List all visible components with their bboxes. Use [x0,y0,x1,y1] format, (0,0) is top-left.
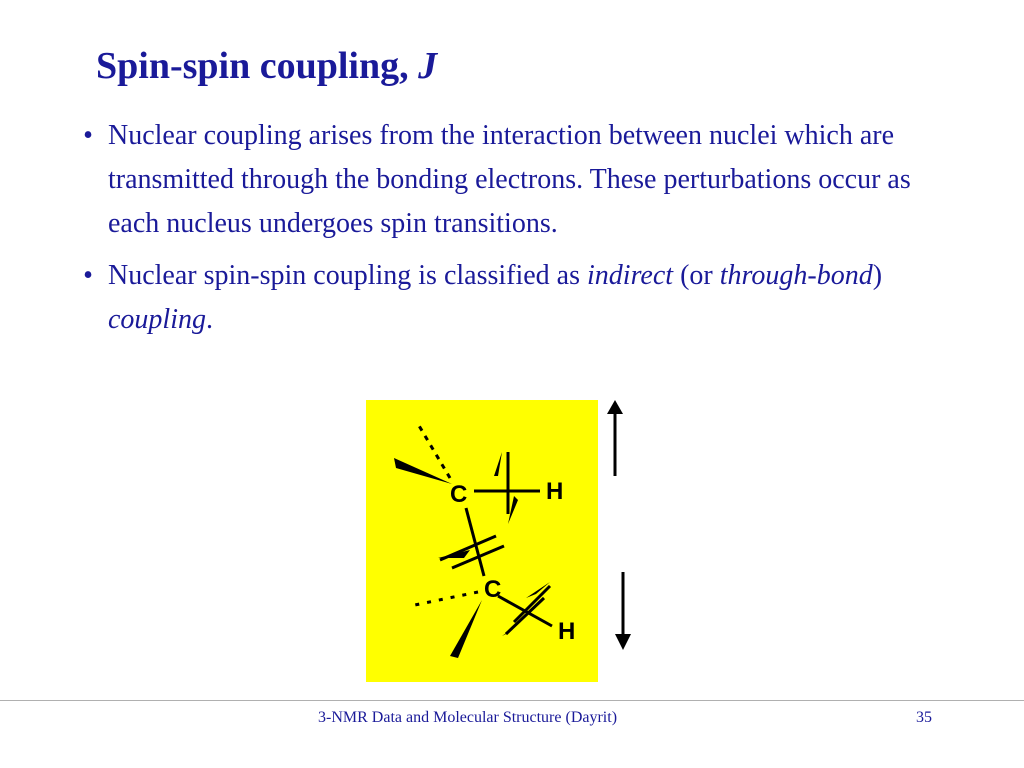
bullet-text-through-bond: through-bond [719,260,873,291]
atom-c2: C [484,576,502,603]
atom-c1: C [450,481,468,508]
bullet-list [78,114,958,350]
bullet-text-mid: (or [673,260,720,291]
bullet-text-indirect: indirect [587,260,674,291]
atom-h1: H [546,478,564,505]
bullet-text-prefix: Nuclear spin-spin coupling is classified as [108,260,588,291]
bullet-text: Nuclear coupling arises from the interaction between nuclei which are transmitted through the bonding electrons. These perturbations occur as each nucleus undergoes spin transitions. [108,120,911,239]
slide-title [96,44,437,88]
title-text: Spin-spin coupling, [96,45,419,87]
bullet-text-mid2: ) [872,260,883,291]
bullet-dot: • [83,260,93,291]
page-number: 35 [916,709,932,726]
footer-divider [0,700,1024,701]
bullet-text-end: . [206,304,213,335]
molecule-diagram [366,400,598,682]
title-symbol: J [418,45,438,87]
bullet-item-2 [78,254,958,342]
atom-h2: H [558,618,576,645]
down-arrow-icon [611,570,635,652]
bullet-dot: • [83,120,93,151]
up-arrow-icon [603,398,627,478]
bullet-text-coupling: coupling [108,304,206,335]
footer-text: 3-NMR Data and Molecular Structure (Dayrit) [318,709,618,726]
bullet-item-1 [78,114,958,246]
